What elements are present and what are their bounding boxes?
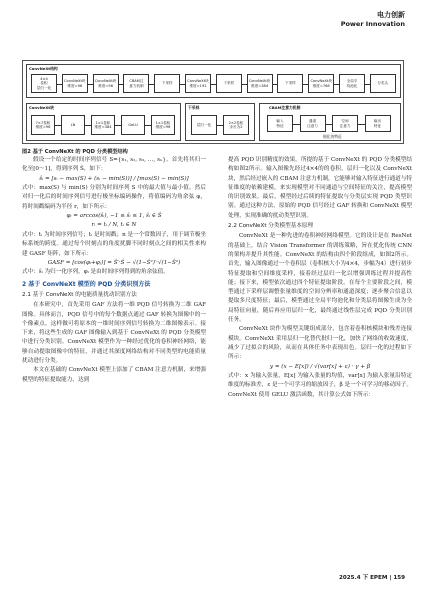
top-block: ConvNeXt块 维度=768 — [308, 74, 334, 93]
paragraph: 提高 PQD 识别精度的效果。所提的基于 ConvNeXt 的 PQD 分类模型结构如图2所示。输入图像先经过4×4的的卷积，层归一化以及 ConvNeXt 块，然后经过嵌入的 CBAM 注意力机制，它能够对输入特征进行通道与特征维度的依赖建模，来实现模型对不同通道与空间特征的关注，提高模型的识别效果。最后，模型经过后续的特征提取与分类层实现 PQD 类型识别。通过这种方法，原始的 PQD 信号经过 GAF 转换和 ConvNeXt 模型处理，实现准确的扰动类型识别。 — [228, 157, 412, 219]
convnext-block: 7×7卷积 维度=96 — [31, 115, 55, 135]
top-block: 分类头 — [370, 74, 396, 93]
top-block: ConvNeXt块 维度=192 — [185, 74, 211, 93]
paragraph: 式中：ŝᵢ 为归一化序列，φᵢ 是由时间序列得到的角余弦值。 — [22, 269, 169, 276]
paragraph: 式中：tᵢ 为时间序列信号；tᵢ 是时间戳；n 是一个常数因子，用于调节极坐标系统的跨度。通过每个时刻点的角度扰脚不同时刻点之间的相关性来构建 GASF 矩阵，如下所示： — [22, 231, 206, 257]
journal-header — [341, 10, 405, 28]
top-block: CBAM注 意力机制 — [123, 74, 149, 93]
figure-caption: 图2 基于 ConvNeXt 的 PQD 分类模型结构 — [22, 149, 128, 155]
top-block: 全局平 均池化 — [339, 74, 365, 93]
section-heading: 2 基于 ConvNeXt 模型的 PQD 分类识别方法 — [22, 280, 151, 288]
top-block: ConvNeXt块 维度=384 — [247, 74, 273, 93]
convnext-block: 1×1卷积 维度=384 — [91, 115, 115, 135]
paragraph: 假设一个给定的时间序列信号 S={s₁, s₂, s₃, …, sₙ}。首先将其归一化至[0～1]，得到序列 Ŝ，如下： — [22, 157, 206, 173]
cbam-title: CBAM注意力机制 — [269, 105, 301, 110]
right-column — [228, 156, 412, 400]
paragraph: ConvNeXt 是一种先进的卷积神经网络模型。它的设计是在 ResNet 的基础上，结合 Vision Transformer 的训练策略，旨在优化传统 CNN 的架构并提升其性能。ConvNeXt 的结构由四个阶段组成，如图2所示。首先，输入图像通过一个卷积层（卷积核大小为4×4，步幅为4）进行初步特征提取和空间维度采样，接着经过层归一化以增强训练过程并提高性能；接下来，模型依次通过四个特征提取阶段，在每个主要阶段之间，模型通过下采样层调整张量维度的空间分辨率和通道深度；逐步聚合信息以提取多尺度特征；最后，模型通过全局平均池化和分类层将图像生成为全局特征向量，随后再应用层归一化，最终通过线性层完成 PQD 分类识别任务。 — [228, 233, 412, 324]
top-title: ConvNeXt结构 — [29, 66, 58, 71]
top-block: 下采样 — [154, 74, 180, 93]
cbam-block: 空间 注意力 — [332, 115, 358, 132]
subsection-heading: 2.1 基于 ConvNeXt 的电能质量扰动识别方法 — [22, 291, 137, 298]
left-column — [22, 156, 206, 385]
downsample-block: 层归一化 — [191, 115, 217, 135]
column-title-cn: 电力创新 — [377, 11, 405, 19]
block-title: ConvNeXt块 — [29, 105, 54, 110]
subsection-heading: 2.2 ConvNeXt 分类模型基本原理 — [228, 223, 314, 230]
paragraph: ConvNeXt 块作为模型关键组成部分，包含着卷积核模块和残差连接模块。ConvNeXt 采用层归一化替代批归一化，加快了网络的收敛速度，减少了过拟合的风险，从而在具体任务中表现出色。层归一化的过程如下所示： — [228, 326, 412, 361]
page-footer: 2025.4 下 EPEM | 159 — [339, 575, 405, 581]
paragraph: 式中：x 为输入张量，E[x] 为输入张量的均值，var[x] 为输入张量沿特定维度的标准差，ε 是一个可学习的缩放因子，β 是一个可学习的移动因子。ConvNeXt 使用 GELU 激活函数，其计算公式如下所示： — [228, 373, 412, 398]
equation-polar-angle: φᵢ = arccos(ŝᵢ), −1 ≤ ŝᵢ ≤ 1, ŝᵢ ∈ Ŝ — [66, 212, 162, 219]
convnext-block: LN — [61, 115, 85, 135]
top-block: 下采样 — [277, 74, 303, 93]
paragraph: 本文在基础的 ConvNeXt 模型上添加了 CBAM 注意力机制，来增强模型的特征提取能力，达到 — [22, 367, 206, 383]
top-block: 下采样 — [216, 74, 242, 93]
top-block: ConvNeXt块 维度=96 — [62, 74, 88, 93]
equation-gasf: GASF = [cos(φᵢ+φⱼ)] = Ŝ′·Ŝ − √(1−Ŝ²)′·√(1−Ŝ²) — [47, 259, 181, 266]
top-block: 4×4 卷积 层归一化 — [31, 74, 57, 93]
cbam-block: 输入 特征 — [267, 115, 293, 132]
cbam-note: 细化的特征 — [323, 134, 342, 139]
downsample-block: 2×2卷积 步长为2 — [223, 115, 249, 135]
column-title-en: Power Innovation — [340, 20, 405, 28]
equation-layernorm: y = (x − E[x]) / √(var[x] + ε) · γ + β — [269, 363, 371, 370]
top-block: ConvNeXt块 维度=96 — [93, 74, 119, 93]
convnext-block: GeLU — [121, 115, 145, 135]
paragraph: 在本研究中，首先采用 GAF 方法将一维 PQD 信号转换为二维 GAF 图像。具体而言，PQD 信号中的每个数据点通过 GAF 转换为图像中的一个像素点。这样做可将原本的一维时间序列信号转换为二维图像表示。接下来，将这些生成的 GAF 图像输入到基于 ConvNeXt 的 PQD 分类模型中进行分类识别。ConvNeXt 模型作为一种经过优化的卷积神经网络，能够自动提取图像中的特征，并通过其深度网络结构对不同类型的电能质量扰动进行分类。 — [22, 302, 206, 365]
down-title: 下采样 — [188, 105, 200, 110]
convnext-block: 1×1卷积 维度=96 — [151, 115, 175, 135]
figure-convnext-structure — [22, 60, 404, 144]
cbam-block: 输出 特征 — [365, 115, 391, 132]
equation-normalize: ŝᵢ = [sᵢ − max(S) + (sᵢ − min(S))] / [max(S) − min(S)] — [39, 175, 189, 182]
paragraph: 式中：max(S) 与 min(S) 分别为时间序列 S 中的最大值与最小值。然后对归一化后的时间序列信号进行极坐标编码操作，将值编码为角余弦 φ，将时间戳编码为半径 r，如下所示： — [22, 185, 206, 210]
equation-polar-radius: rᵢ = tᵢ / N, tᵢ ∈ N — [91, 222, 137, 229]
cbam-block: 通道 注意力 — [300, 115, 326, 132]
